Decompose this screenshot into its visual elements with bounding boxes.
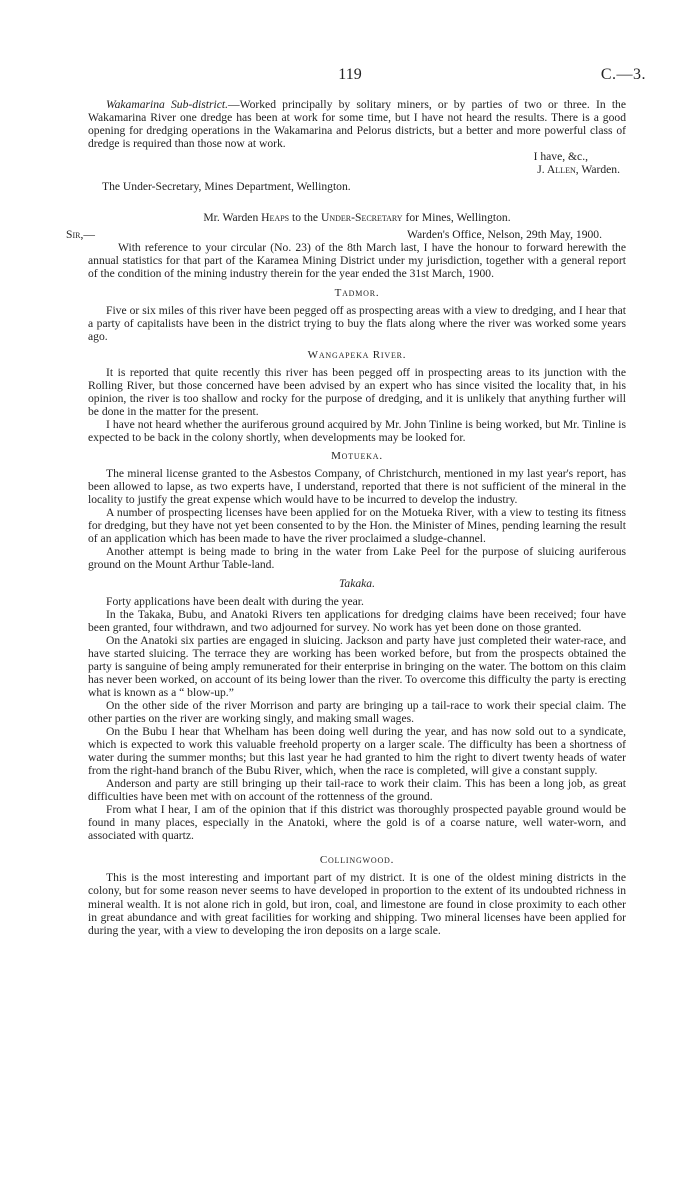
section-paragraph: The mineral license granted to the Asbestos Company, of Christchurch, mentioned in my last year's report, has been allowed to lapse, as two experts have, I understand, reported that there is not sufficient of the mineral in the locality to justify the great expense which would have to be incurred to develop the industry. <box>88 467 626 507</box>
page-number: 119 <box>338 66 362 83</box>
section-paragraph: Forty applications have been dealt with during the year. <box>106 594 364 608</box>
section-heading: Collingwood. <box>319 854 395 867</box>
subdistrict-title: Wakamarina Sub-district. <box>106 98 228 111</box>
signature <box>88 163 626 176</box>
section-paragraph: On the Bubu I hear that Whelham has been doing well during the year, and has now sold out to a syndicate, which is expected to work this valuable freehold property on a larger scale. The difficulty has been a shortness of water during the summer months; but this last year he had granted to him the right to divert twenty heads of water from the right-hand branch of the Bubu River, which, when the race is completed, will give a constant supply. <box>88 724 626 778</box>
section-paragraph: I have not heard whether the auriferous ground acquired by Mr. John Tinline is being worked, but Mr. Tinline is expected to be back in the colony shortly, when developments may be looked for. <box>88 417 626 444</box>
letter-title-name: Heaps <box>261 211 290 225</box>
report-sections <box>88 287 626 937</box>
section-paragraph: Another attempt is being made to bring in the water from Lake Peel for the purpose of sluicing auriferous ground on the Mount Arthur Table-land. <box>88 545 626 572</box>
section-heading: Tadmor. <box>334 286 380 299</box>
section-paragraph: A number of prospecting licenses have been applied for on the Motueka River, with a view to testing its fitness for dredging, but they have not yet been consented to by the Hon. the Minister of Mines, pending learning the result of an application which has been made to have the river proclaimed a sludge-channel. <box>88 506 626 546</box>
section-heading: Wangapeka River. <box>307 348 407 361</box>
section-paragraph: Anderson and party are still bringing up their tail-race to work their claim. This has been a long job, as great difficulties have been met with on account of the rottenness of the ground. <box>88 777 626 804</box>
section-paragraph: It is reported that quite recently this river has been pegged off in prospecting areas to its junction with the Rolling River, but those concerned have been advised by an expert who has since visited the locality that, in his opinion, the river is too shallow and rocky for the purpose of dredging, and it is unlikely that anything further will be done in the matter for the present. <box>88 365 626 418</box>
document-reference: C.—3. <box>600 66 646 83</box>
letter-title-suffix: for Mines, Wellington. <box>402 211 511 225</box>
section-paragraph: This is the most interesting and important part of my district. It is one of the oldest mining districts in the colony, but for some reason never seems to have developed in proportion to the extent of its undoubted richness in mineral wealth. It is not alone rich in gold, but iron, coal, and limestone are found in close proximity to each other in great abundance and with great facilities for working and shipping. Two mineral licenses have been applied for during the year, with a view to developing the iron deposits on a large scale. <box>88 871 626 937</box>
section-paragraph: On the other side of the river Morrison and party are bringing up a tail-race to work their special claim. The other parties on the river are working singly, and making small wages. <box>88 698 626 725</box>
section-paragraph: From what I hear, I am of the opinion that if this district was thoroughly prospected payable ground would be found in many places, especially in the Anatoki, where the gold is of a coarse nature, well water-worn, and associated with quartz. <box>88 803 626 843</box>
letter-title-prefix: Mr. Warden <box>203 211 262 225</box>
section-paragraph: Five or six miles of this river have been pegged off as prospecting areas with a view to dredging, and I hear that a party of capitalists have been in the district trying to buy the flats along where the river was worked some years ago. <box>88 303 626 343</box>
section-paragraph: In the Takaka, Bubu, and Anatoki Rivers ten applications for dredging claims have been received; four have been granted, four withdrawn, and two adjourned for survey. No work has yet been done on those granted. <box>88 607 626 634</box>
wakamarina-paragraph <box>88 98 626 150</box>
signature-title: Warden. <box>578 163 620 177</box>
section-heading: Motueka. <box>331 450 383 463</box>
letter-title <box>88 211 626 224</box>
page-header <box>0 66 700 86</box>
letter-intro: With reference to your circular (No. 23) of the 8th March last, I have the honour to forward herewith the annual statistics for that part of the Karamea Mining District under my jurisdiction, together with a general report of the condition of the mining industry therein for the year ended the 31st March, 1900. <box>88 241 626 281</box>
addressee-line: The Under-Secretary, Mines Department, Wellington. <box>102 180 351 194</box>
closing-line: I have, &c., <box>533 150 588 164</box>
salutation-row <box>66 228 626 242</box>
subdistrict-body: —Worked principally by solitary miners, or by parties of two or three. In the Wakamarina River one dredge has been at work for some time, but I have not heard the results. There is a good opening for dredging operations in the Wakamarina and Pelorus districts, but a better and more powerful class of dredge is required than those now at work. <box>88 98 626 151</box>
office-dateline: Warden's Office, Nelson, 29th May, 1900. <box>407 228 602 242</box>
letter-title-mid: to the <box>289 211 321 225</box>
section-heading: Takaka. <box>339 577 375 591</box>
section-paragraph: On the Anatoki six parties are engaged in sluicing. Jackson and party have just completed their water-race, and have started sluicing. The terrace they are working has been worked before, but from the prospects obtained the party is sanguine of being amply remunerated for their enterprise in bringing on the water. The bottom on this claim has never been worked, on account of its being lower than the river. To overcome this difficulty the party is erecting what is known as a “ blow-up.” <box>88 633 626 699</box>
salutation: Sir,— <box>66 228 95 242</box>
letter-title-recipient: Under-Secretary <box>320 211 403 225</box>
signature-name: J. Allen, <box>537 163 579 177</box>
page-content <box>66 98 626 937</box>
